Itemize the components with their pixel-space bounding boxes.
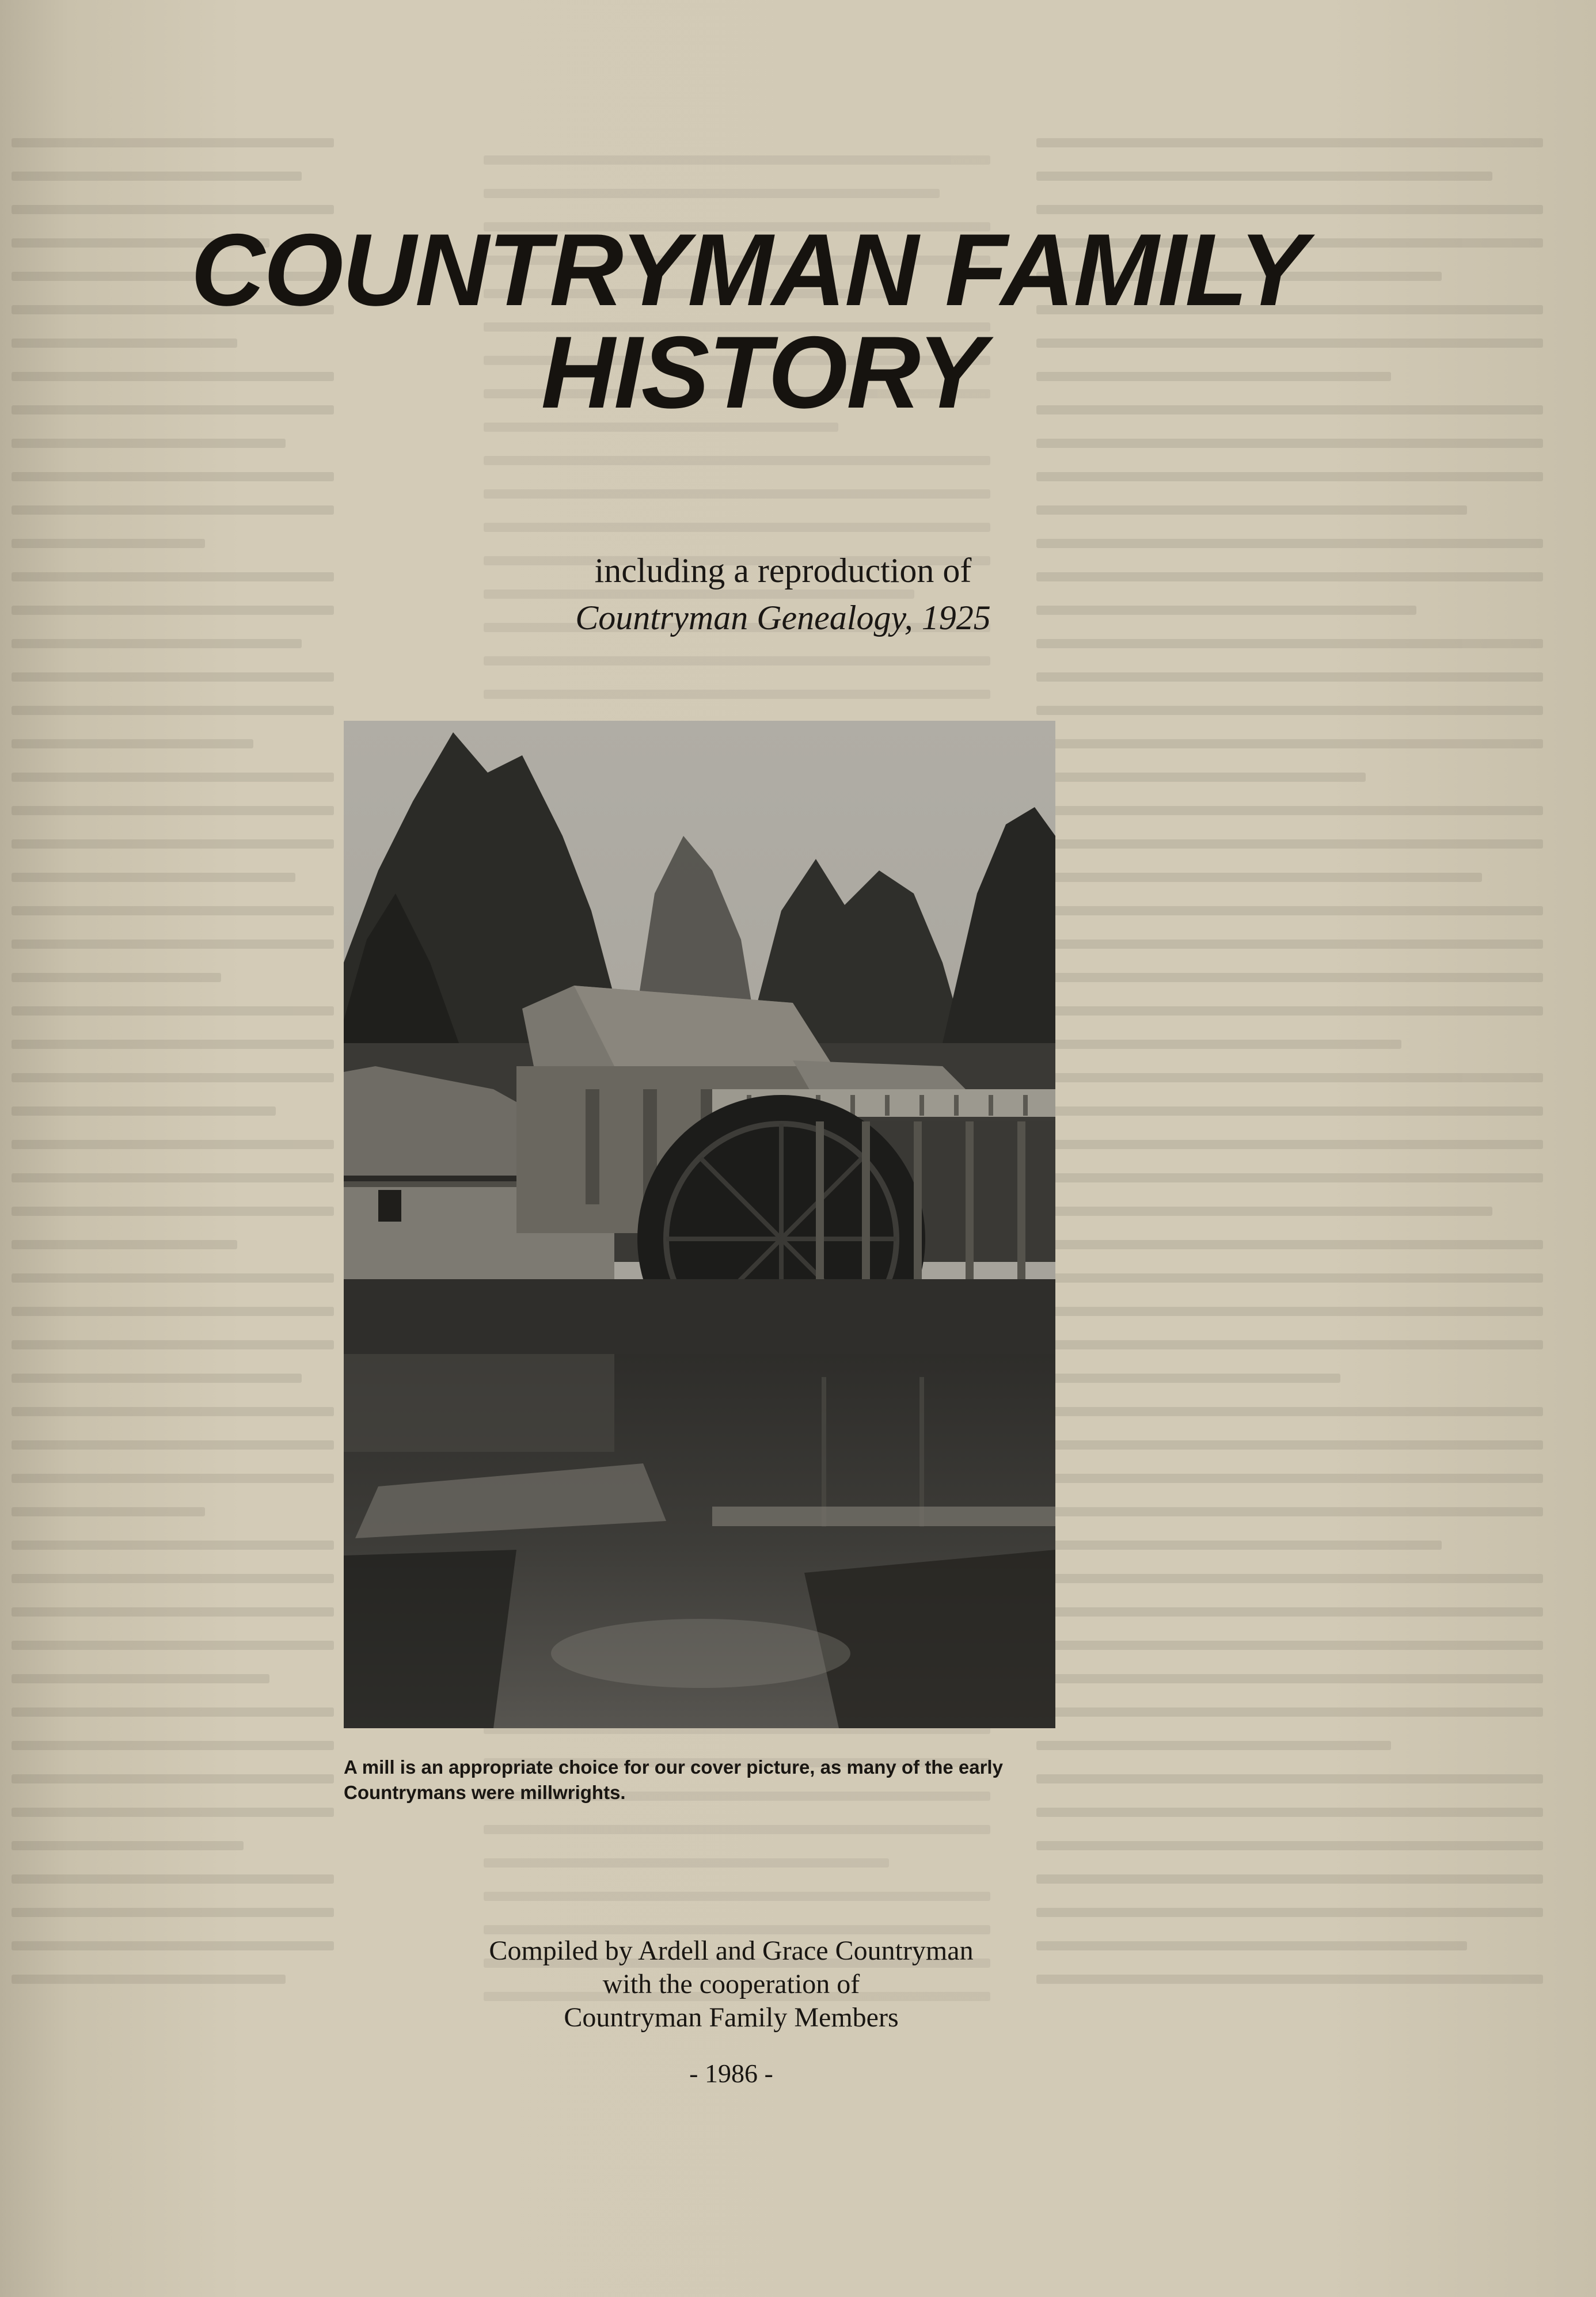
bleed-through-left-column — [12, 138, 334, 2124]
cover-photo — [344, 721, 1055, 1728]
subtitle-line-1: including a reproduction of — [594, 552, 972, 590]
credits-line-2: with the cooperation of — [602, 1969, 860, 1999]
title-line-1: COUNTRYMAN FAMILY — [191, 212, 1306, 327]
credits-line-1: Compiled by Ardell and Grace Countryman — [489, 1935, 974, 1966]
bleed-through-right-column — [1036, 138, 1543, 2124]
subtitle — [345, 547, 1221, 641]
photo-caption: A mill is an appropriate choice for our cover picture, as many of the early Countrymans were millwrights. — [344, 1756, 1003, 1803]
credits — [368, 1934, 1094, 2034]
subtitle-line-2: Countryman Genealogy, 1925 — [575, 599, 991, 637]
page-title — [115, 212, 1382, 429]
watermill-icon — [344, 721, 1055, 1728]
credits-line-3: Countryman Family Members — [564, 2002, 899, 2033]
title-line-2: HISTORY — [541, 315, 985, 429]
publication-year: - 1986 - — [689, 2059, 773, 2088]
